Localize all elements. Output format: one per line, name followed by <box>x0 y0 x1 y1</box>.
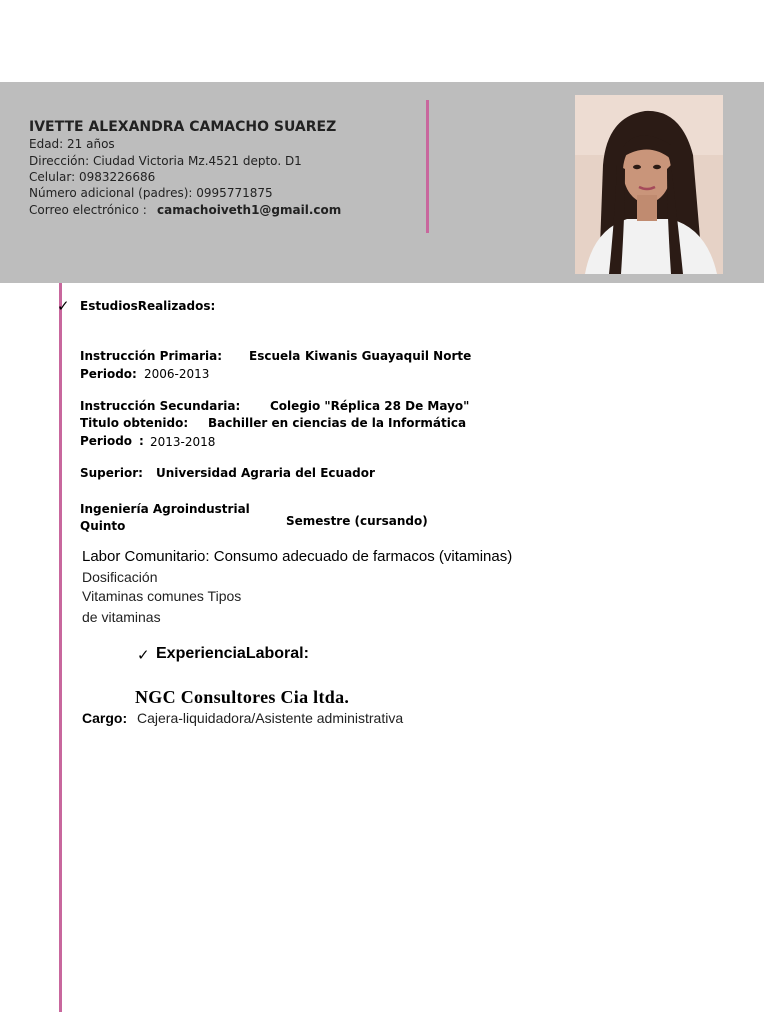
email-label: Correo electrónico : <box>29 203 147 217</box>
secondary-period-label: Periodo <box>80 434 133 448</box>
secondary-label: Instrucción Secundaria: <box>80 399 241 413</box>
studies-check-icon: ✓ <box>57 297 70 315</box>
semester: Semestre (cursando) <box>286 514 428 528</box>
side-accent-rule <box>59 283 62 1012</box>
secondary-period: 2013-2018 <box>150 435 216 449</box>
parents-phone-line: Número adicional (padres): 0995771875 <box>29 186 273 200</box>
cargo-label: Cargo: <box>82 710 128 726</box>
secondary-school: Colegio "Réplica 28 De Mayo" <box>270 399 470 413</box>
primary-name: Kiwanis Guayaquil Norte <box>305 349 472 363</box>
primary-label: Instrucción Primaria: <box>80 349 223 363</box>
email-value: camachoiveth1@gmail.com <box>157 203 342 217</box>
studies-title: EstudiosRealizados: <box>80 299 216 313</box>
title-label: Titulo obtenido: <box>80 416 189 430</box>
address-line: Dirección: Ciudad Victoria Mz.4521 depto. D1 <box>29 154 302 168</box>
secondary-period-colon: : <box>139 434 144 448</box>
experience-check-icon: ✓ <box>137 646 150 664</box>
community-line-3: de vitaminas <box>82 609 161 625</box>
company-name: NGC Consultores Cia ltda. <box>135 687 350 707</box>
cell-line: Celular: 0983226686 <box>29 170 156 184</box>
title-value: Bachiller en ciencias de la <box>208 416 385 430</box>
primary-period: 2006-2013 <box>144 367 210 381</box>
experience-title: ExperienciaLaboral: <box>156 645 309 662</box>
header-divider <box>426 100 429 233</box>
profile-photo <box>575 95 723 274</box>
age-line: Edad: 21 años <box>29 137 115 151</box>
superior-value: Universidad Agraria del Ecuador <box>156 466 375 480</box>
community-line-2: Vitaminas comunes Tipos <box>82 588 242 604</box>
cargo-value: Cajera-liquidadora/Asistente administrativa <box>137 710 404 726</box>
semester-number: Quinto <box>80 519 126 533</box>
primary-school: Escuela <box>249 349 301 363</box>
applicant-name: IVETTE ALEXANDRA CAMACHO SUAREZ <box>29 119 337 135</box>
superior-label: Superior: <box>80 466 143 480</box>
community-title: Labor Comunitario: Consumo adecuado de farmacos (vitaminas) <box>82 548 513 565</box>
community-line-1: Dosificación <box>82 569 158 585</box>
title-value-2: Informática <box>388 416 467 430</box>
primary-period-label: Periodo: <box>80 367 137 381</box>
degree: Ingeniería Agroindustrial <box>80 502 250 516</box>
